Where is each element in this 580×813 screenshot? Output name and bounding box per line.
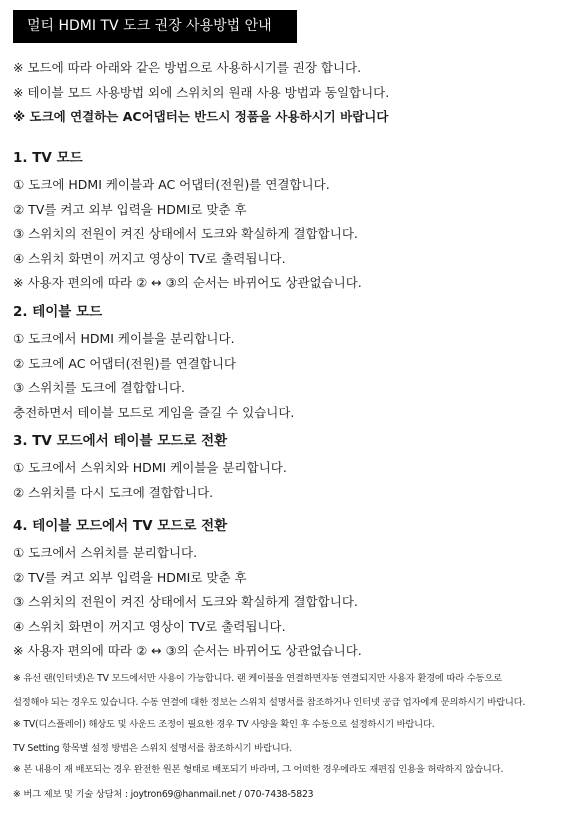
footnote-line: TV Setting 항목별 설정 방법은 스위치 설명서를 참조하시기 바랍니다. xyxy=(13,743,293,754)
step-line: ② TV를 켜고 외부 입력을 HDMI로 맞춘 후 xyxy=(13,569,247,585)
step-line: ① 도크에서 HDMI 케이블을 분리합니다. xyxy=(13,331,235,346)
footer-notes xyxy=(13,783,572,807)
step-note: 충전하면서 테이블 모드로 게임을 즐길 수 있습니다. xyxy=(13,404,295,420)
intro-warning: ※ 도크에 연결하는 AC어댑터는 반드시 정품을 사용하시기 바랍니다 xyxy=(13,109,389,124)
step-line: ③ 스위치를 도크에 결합합니다. xyxy=(13,380,186,395)
step-line: ① 도크에서 스위치와 HDMI 케이블을 분리합니다. xyxy=(13,460,287,475)
intro-line: ※ 모드에 따라 아래와 같은 방법으로 사용하시기를 권장 합니다. xyxy=(13,60,362,75)
footnote-line: ※ 유선 랜(인터넷)은 TV 모드에서만 사용이 가능합니다. 랜 케이블을 연결하면자동 연결되지만 사용자 환경에 따라 수동으로 xyxy=(13,673,502,684)
section-heading: 2. 테이블 모드 xyxy=(13,304,103,320)
section-heading: 1. TV 모드 xyxy=(13,150,83,166)
step-line: ④ 스위치 화면이 꺼지고 영상이 TV로 출력됩니다. xyxy=(13,250,286,266)
footnote-line: 설정해야 되는 경우도 있습니다. 수동 연결에 대한 정보는 스위치 설명서를 참조하거나 인터넷 공급 업자에게 문의하시기 바랍니다. xyxy=(13,697,526,708)
step-line: ② 도크에 AC 어댑터(전원)를 연결합니다 xyxy=(13,355,236,371)
step-note: ※ 사용자 편의에 따라 ② ↔ ③의 순서는 바뀌어도 상관없습니다. xyxy=(13,643,362,658)
contact-note: ※ 버그 제보 및 기술 상담처 : joytron69@hanmail.net / 070-7438-5823 xyxy=(13,789,314,800)
step-line: ③ 스위치의 전원이 켜진 상태에서 도크와 확실하게 결합합니다. xyxy=(13,594,358,609)
page-title: 멀티 HDMI TV 도크 권장 사용방법 안내 xyxy=(13,10,297,43)
footer-notes xyxy=(13,713,572,761)
section-table-to-tv xyxy=(13,511,572,664)
step-line: ① 도크에서 스위치를 분리합니다. xyxy=(13,545,198,560)
intro-line: ※ 테이블 모드 사용방법 외에 스위치의 원래 사용 방법과 동일합니다. xyxy=(13,84,390,100)
footer-notes xyxy=(13,758,572,782)
section-table-mode xyxy=(13,297,572,425)
intro-notes xyxy=(13,56,572,130)
step-note: ※ 사용자 편의에 따라 ② ↔ ③의 순서는 바뀌어도 상관없습니다. xyxy=(13,275,362,290)
section-tv-mode xyxy=(13,143,572,296)
footer-notes xyxy=(13,667,572,715)
step-line: ④ 스위치 화면이 꺼지고 영상이 TV로 출력됩니다. xyxy=(13,618,286,634)
step-line: ① 도크에 HDMI 케이블과 AC 어댑터(전원)를 연결합니다. xyxy=(13,177,330,192)
step-line: ③ 스위치의 전원이 켜진 상태에서 도크와 확실하게 결합합니다. xyxy=(13,226,358,241)
step-line: ② 스위치를 다시 도크에 결합합니다. xyxy=(13,484,214,500)
section-heading: 3. TV 모드에서 테이블 모드로 전환 xyxy=(13,433,228,449)
step-line: ② TV를 켜고 외부 입력을 HDMI로 맞춘 후 xyxy=(13,201,247,217)
footnote-line: ※ TV(디스플레이) 해상도 및 사운드 조정이 필요한 경우 TV 사양을 확인 후 수동으로 설정하시기 바랍니다. xyxy=(13,719,435,730)
section-heading: 4. 테이블 모드에서 TV 모드로 전환 xyxy=(13,518,228,534)
section-tv-to-table xyxy=(13,426,572,505)
copyright-note: ※ 본 내용이 재 배포되는 경우 완전한 원본 형태로 배포되기 바라며, 그 어떠한 경우에라도 재편집 인용을 허락하지 않습니다. xyxy=(13,764,504,775)
